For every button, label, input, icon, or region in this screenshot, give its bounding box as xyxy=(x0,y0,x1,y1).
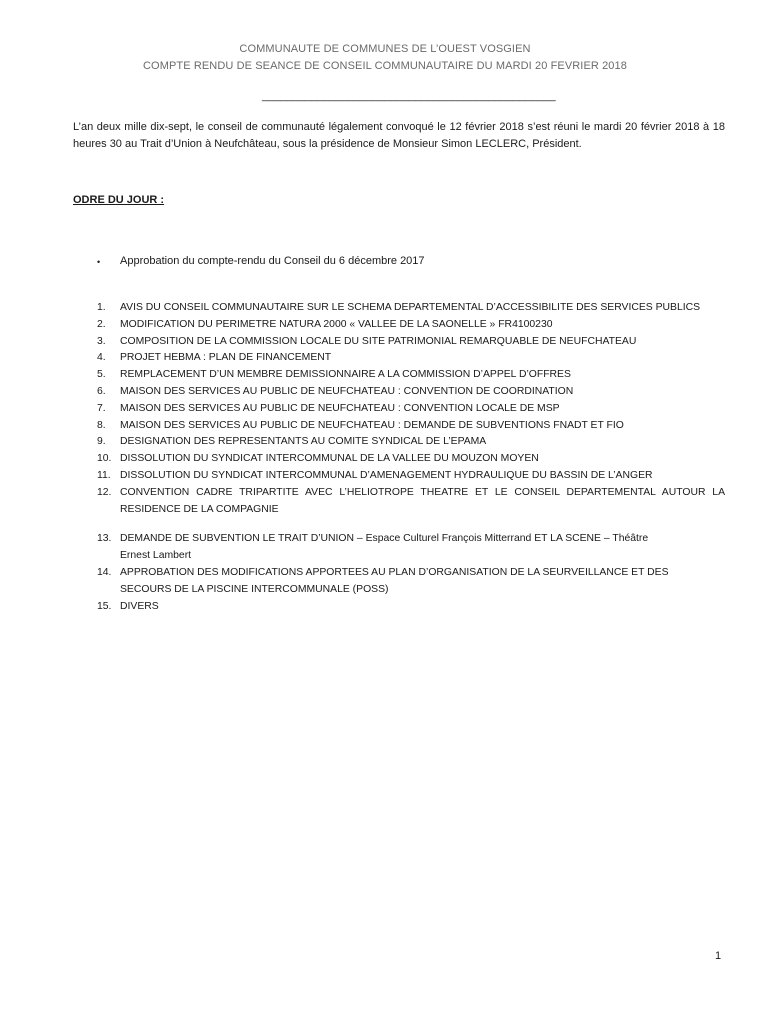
bullet-icon: • xyxy=(97,257,101,267)
item-text: DISSOLUTION DU SYNDICAT INTERCOMMUNAL D’AMENAGEMENT HYDRAULIQUE DU BASSIN DE L’ANGER xyxy=(120,469,653,481)
item-number: 9. xyxy=(97,436,106,448)
item-text: PROJET HEBMA : PLAN DE FINANCEMENT xyxy=(120,352,332,364)
item-text-line2: SECOURS DE LA PISCINE INTERCOMMUNALE (POSS) xyxy=(120,583,389,595)
agenda-item-6 xyxy=(97,384,725,401)
agenda-list xyxy=(97,300,725,615)
item-text: COMPOSITION DE LA COMMISSION LOCALE DU SITE PATRIMONIAL REMARQUABLE DE NEUFCHATEAU xyxy=(120,335,637,347)
item-text: DISSOLUTION DU SYNDICAT INTERCOMMUNAL DE LA VALLEE DU MOUZON MOYEN xyxy=(120,453,539,465)
agenda-item-1 xyxy=(97,300,725,317)
item-number: 15. xyxy=(97,600,112,612)
item-number: 5. xyxy=(97,369,106,381)
page-number: 1 xyxy=(715,950,722,962)
agenda-item-15 xyxy=(97,599,725,616)
item-number: 12. xyxy=(97,486,112,498)
item-number: 8. xyxy=(97,419,106,431)
item-number: 6. xyxy=(97,385,106,397)
agenda-item-10 xyxy=(97,451,725,468)
item-number: 7. xyxy=(97,402,106,414)
separator-line: ________________________________________________ xyxy=(262,90,556,102)
item-text: MAISON DES SERVICES AU PUBLIC DE NEUFCHATEAU : DEMANDE DE SUBVENTIONS FNADT ET FIO xyxy=(120,419,624,431)
agenda-item-11 xyxy=(97,468,725,485)
item-text-line2: RESIDENCE DE LA COMPAGNIE xyxy=(120,503,279,515)
agenda-item-13 xyxy=(97,531,725,565)
item-text xyxy=(120,485,725,519)
item-text: MAISON DES SERVICES AU PUBLIC DE NEUFCHATEAU : CONVENTION DE COORDINATION xyxy=(120,385,574,397)
agenda-item-7 xyxy=(97,401,725,418)
item-text xyxy=(120,531,725,565)
item-number: 14. xyxy=(97,566,112,578)
agenda-item-4 xyxy=(97,350,725,367)
agenda-item-5 xyxy=(97,367,725,384)
item-number: 2. xyxy=(97,318,106,330)
item-text: MAISON DES SERVICES AU PUBLIC DE NEUFCHATEAU : CONVENTION LOCALE DE MSP xyxy=(120,402,560,414)
item-text: DESIGNATION DES REPRESENTANTS AU COMITE SYNDICAL DE L’EPAMA xyxy=(120,436,487,448)
bullet-item-approval xyxy=(97,255,425,270)
item-text-line1: DEMANDE DE SUBVENTION LE TRAIT D’UNION – Espace Culturel François Mitterrand ET LA SCENE – Théâtre xyxy=(120,533,649,545)
agenda-item-8 xyxy=(97,418,725,435)
item-number: 3. xyxy=(97,335,106,347)
item-text-line1: APPROBATION DES MODIFICATIONS APPORTEES AU PLAN D’ORGANISATION DE LA SEURVEILLANCE ET DES xyxy=(120,566,669,578)
agenda-item-12 xyxy=(97,485,725,519)
agenda-item-14 xyxy=(97,565,725,599)
agenda-item-9 xyxy=(97,434,725,451)
item-text: AVIS DU CONSEIL COMMUNAUTAIRE SUR LE SCHEMA DEPARTEMENTAL D’ACCESSIBILITE DES SERVICES PUBLICS xyxy=(120,302,701,313)
intro-paragraph: L’an deux mille dix-sept, le conseil de communauté légalement convoqué le 12 février 2018 s’est réuni le mardi 20 février 2018 à 18 heures 30 au Trait d’Union à Neufchâteau, sous la présidence de Monsieur Simon LECLERC, Président. xyxy=(73,121,725,150)
bullet-text: Approbation du compte-rendu du Conseil du 6 décembre 2017 xyxy=(120,255,425,267)
header-report-title: COMPTE RENDU DE SEANCE DE CONSEIL COMMUNAUTAIRE DU MARDI 20 FEVRIER 2018 xyxy=(143,60,627,72)
item-number: 13. xyxy=(97,533,112,545)
item-text xyxy=(120,565,725,599)
item-number: 10. xyxy=(97,453,112,465)
item-text-line2: Ernest Lambert xyxy=(120,550,192,562)
item-number: 1. xyxy=(97,302,106,313)
item-text: MODIFICATION DU PERIMETRE NATURA 2000 « VALLEE DE LA SAONELLE » FR4100230 xyxy=(120,318,553,330)
agenda-item-2 xyxy=(97,317,725,334)
item-text: DIVERS xyxy=(120,600,159,612)
item-number: 11. xyxy=(97,469,111,481)
agenda-item-3 xyxy=(97,334,725,351)
header-organization: COMMUNAUTE DE COMMUNES DE L’OUEST VOSGIEN xyxy=(239,43,531,55)
item-text: REMPLACEMENT D’UN MEMBRE DEMISSIONNAIRE A LA COMMISSION D’APPEL D’OFFRES xyxy=(120,369,571,381)
agenda-title: ODRE DU JOUR : xyxy=(73,194,165,206)
item-number: 4. xyxy=(97,352,106,364)
item-text-line1: CONVENTION CADRE TRIPARTITE AVEC L’HELIOTROPE THEATRE ET LE CONSEIL DEPARTEMENTAL AUTOUR LA xyxy=(120,486,725,498)
